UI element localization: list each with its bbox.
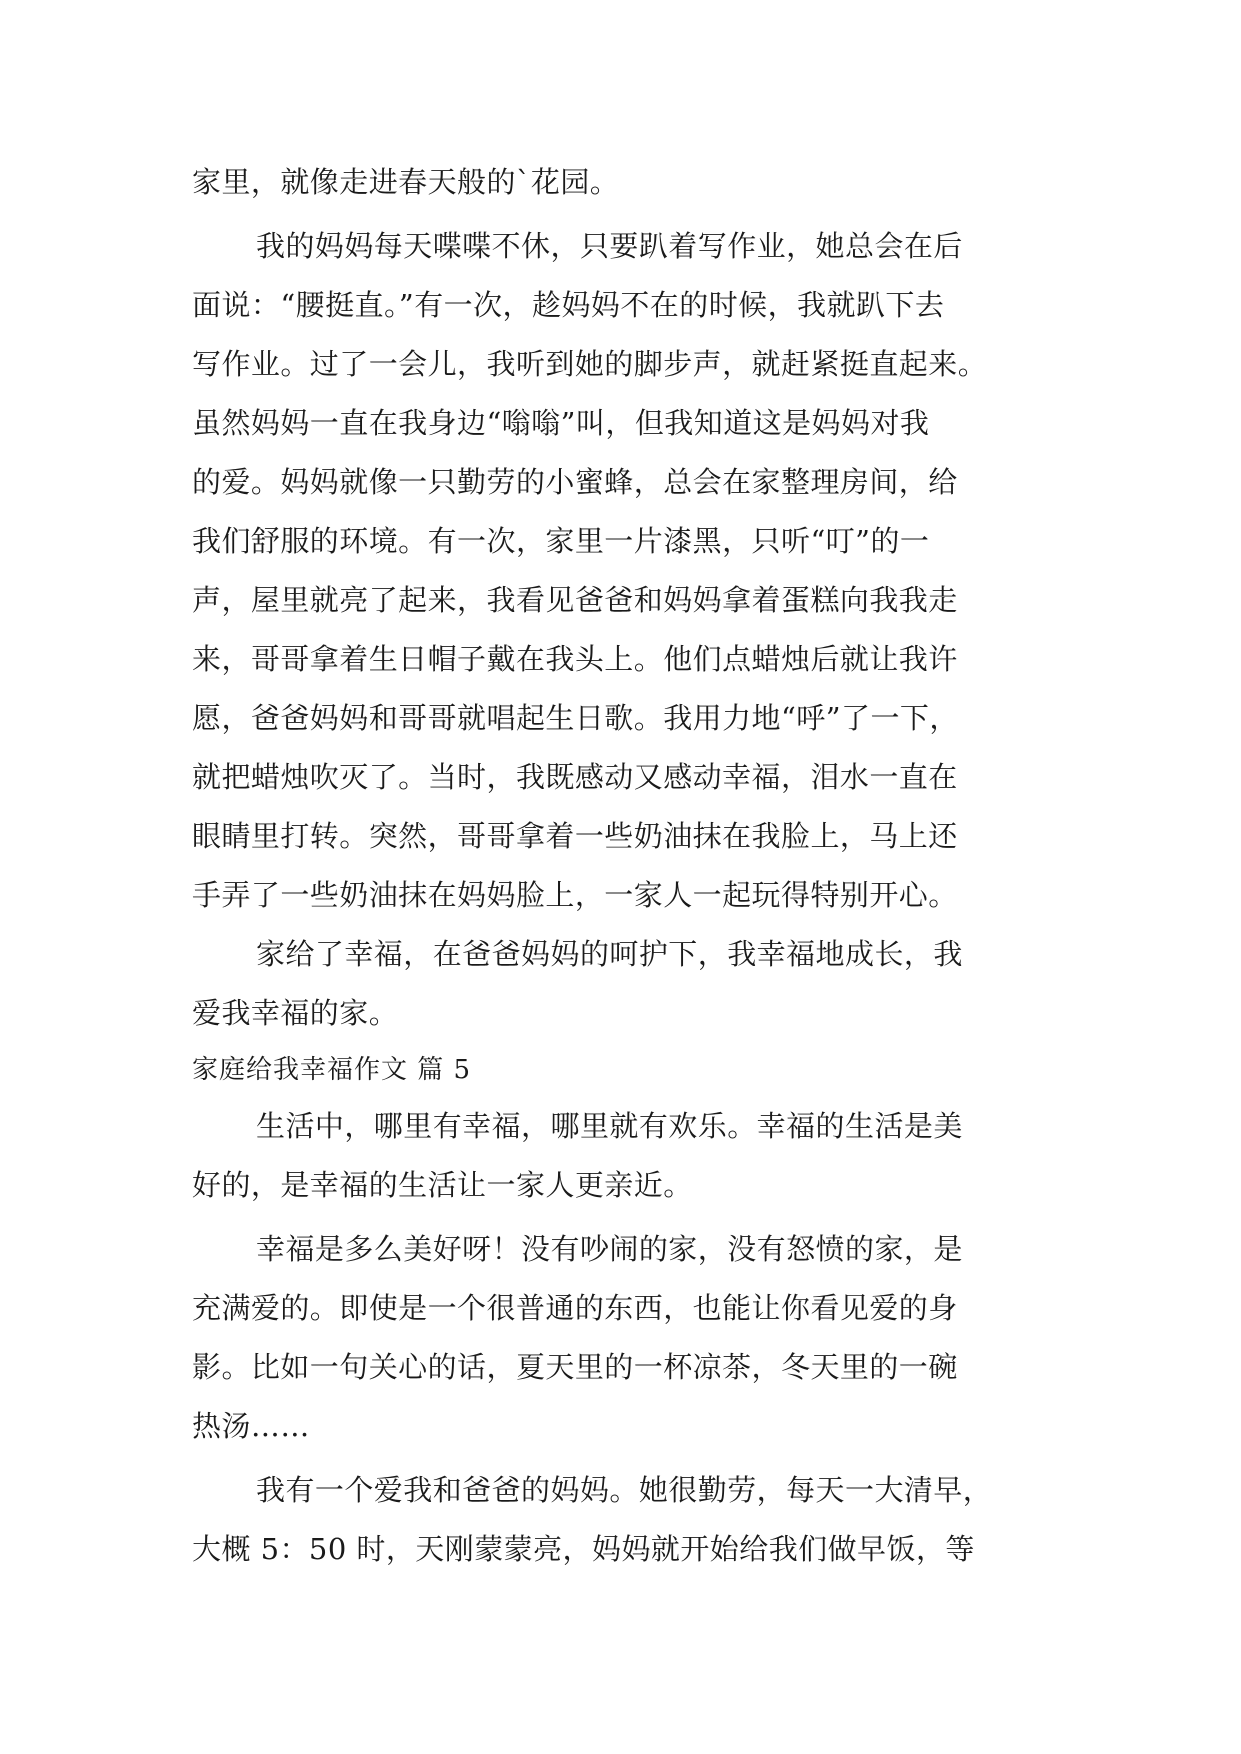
paragraph-start: 生活中，哪里有幸福，哪里就有欢乐。幸福的生活是美 bbox=[256, 1109, 963, 1143]
text-line: 影。比如一句关心的话，夏天里的一杯凉茶，冬天里的一碗 bbox=[192, 1350, 958, 1384]
text-line: 好的，是幸福的生活让一家人更亲近。 bbox=[192, 1168, 693, 1202]
text-line: 虽然妈妈一直在我身边“嗡嗡”叫，但我知道这是妈妈对我 bbox=[192, 406, 930, 440]
text-line: 来，哥哥拿着生日帽子戴在我头上。他们点蜡烛后就让我许 bbox=[192, 642, 958, 676]
paragraph-start: 我的妈妈每天喋喋不休，只要趴着写作业，她总会在后 bbox=[256, 229, 963, 263]
paragraph-start: 幸福是多么美好呀！没有吵闹的家，没有怒愤的家，是 bbox=[256, 1232, 963, 1266]
text-line: 愿，爸爸妈妈和哥哥就唱起生日歌。我用力地“呼”了一下， bbox=[192, 701, 959, 735]
section-heading: 家庭给我幸福作文 篇 5 bbox=[192, 1055, 472, 1085]
text-line: 我们舒服的环境。有一次，家里一片漆黑，只听“叮”的一 bbox=[192, 524, 930, 558]
paragraph-start: 家给了幸福，在爸爸妈妈的呵护下，我幸福地成长，我 bbox=[256, 937, 963, 971]
text-line: 写作业。过了一会儿，我听到她的脚步声，就赶紧挺直起来。 bbox=[192, 347, 988, 381]
text-line: 热汤…… bbox=[192, 1409, 310, 1443]
text-line: 充满爱的。即使是一个很普通的东西，也能让你看见爱的身 bbox=[192, 1291, 958, 1325]
text-line: 眼睛里打转。突然，哥哥拿着一些奶油抹在我脸上，马上还 bbox=[192, 819, 958, 853]
text-line: 的爱。妈妈就像一只勤劳的小蜜蜂，总会在家整理房间，给 bbox=[192, 465, 958, 499]
text-line: 面说：“腰挺直。”有一次，趁妈妈不在的时候，我就趴下去 bbox=[192, 288, 945, 322]
text-line: 就把蜡烛吹灭了。当时，我既感动又感动幸福，泪水一直在 bbox=[192, 760, 958, 794]
paragraph-start: 我有一个爱我和爸爸的妈妈。她很勤劳，每天一大清早， bbox=[256, 1473, 993, 1507]
text-line: 手弄了一些奶油抹在妈妈脸上，一家人一起玩得特别开心。 bbox=[192, 878, 958, 912]
text-line: 爱我幸福的家。 bbox=[192, 996, 399, 1030]
text-line: 大概 5：50 时，天刚蒙蒙亮，妈妈就开始给我们做早饭，等 bbox=[192, 1532, 975, 1566]
text-line: 声，屋里就亮了起来，我看见爸爸和妈妈拿着蛋糕向我我走 bbox=[192, 583, 958, 617]
text-line: 家里，就像走进春天般的`花园。 bbox=[192, 165, 620, 199]
